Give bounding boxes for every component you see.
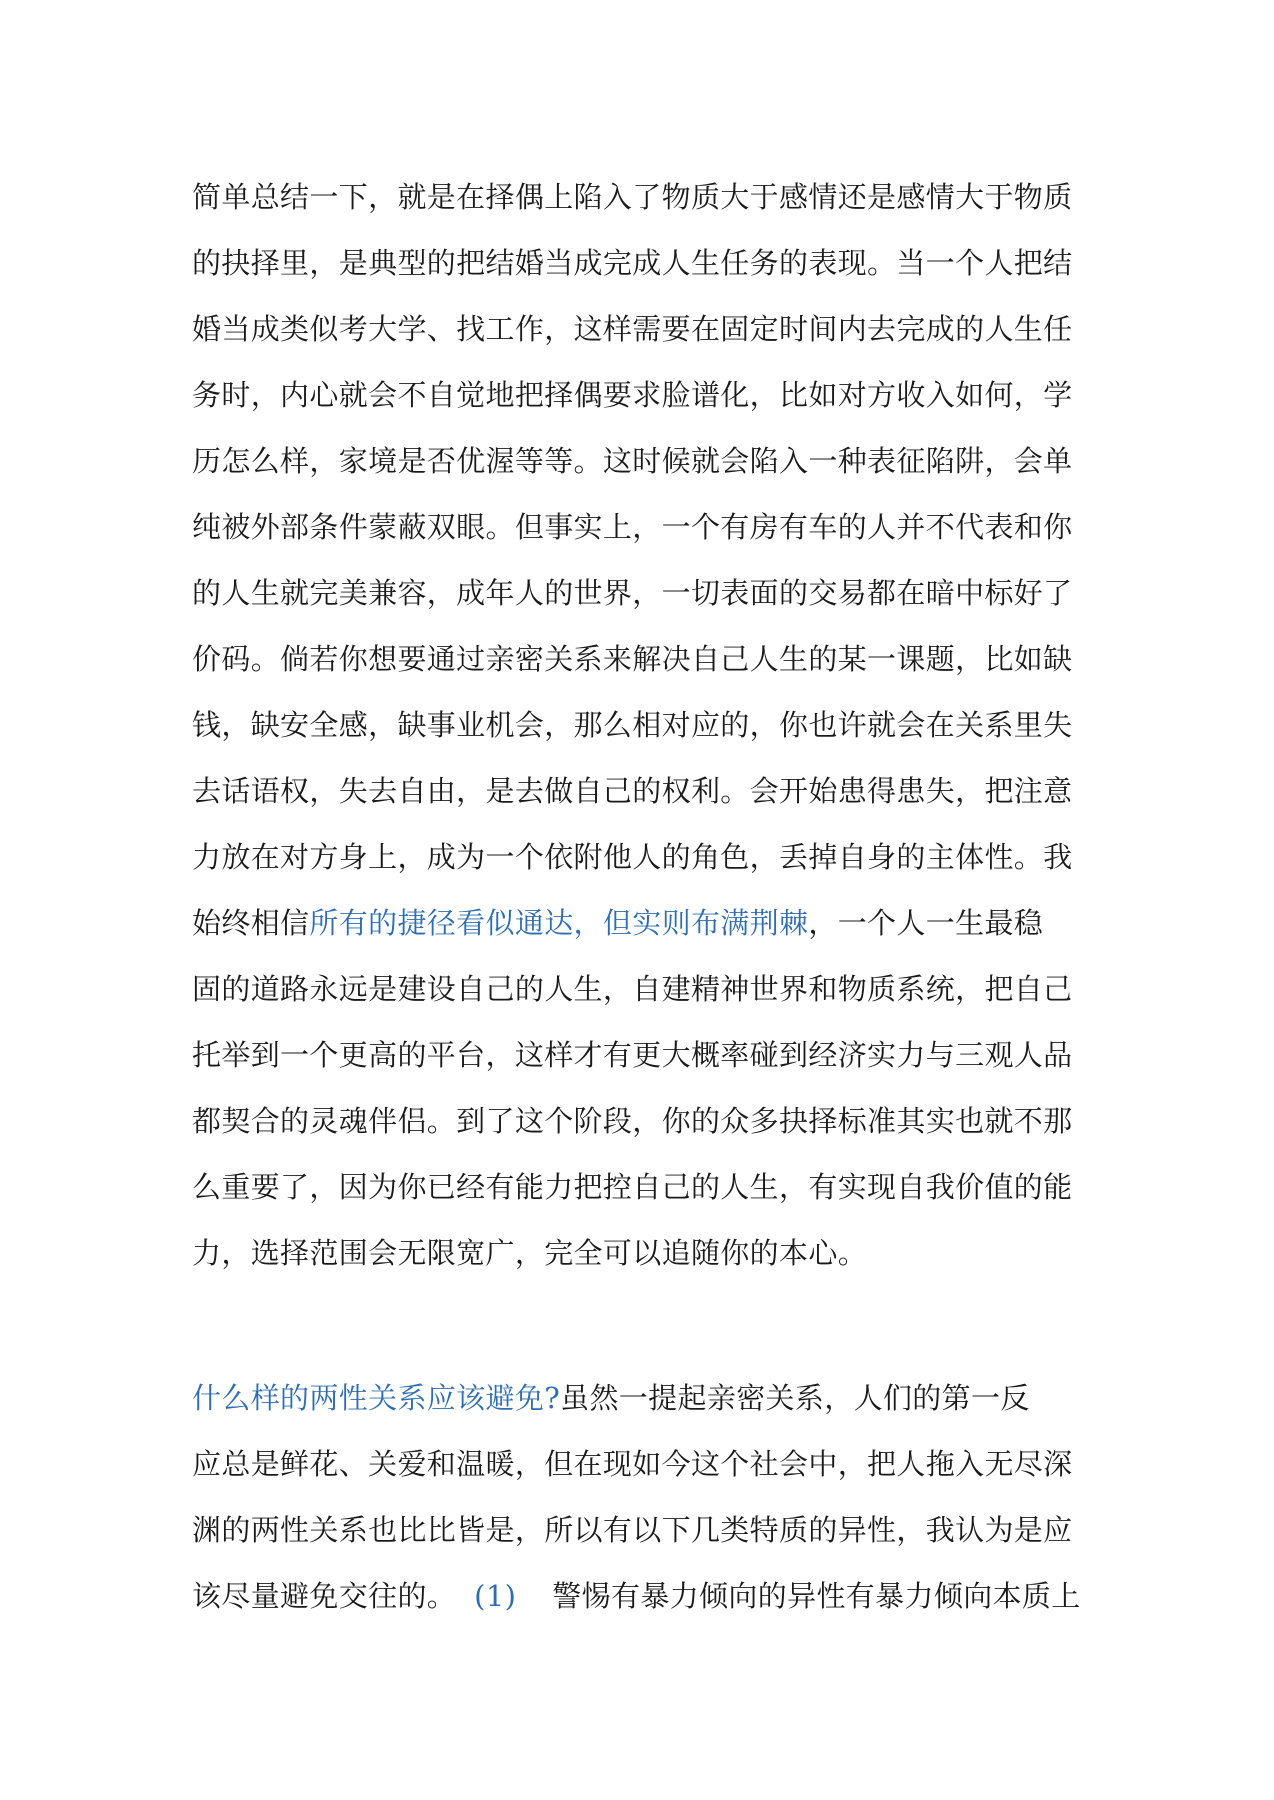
text-segment: 该尽量避免交往的。 — [192, 1579, 457, 1613]
section-heading: 什么样的两性关系应该避免? — [192, 1381, 561, 1415]
text-line: 婚当成类似考大学、找工作，这样需要在固定时间内去完成的人生任 — [192, 312, 1073, 346]
text-segment: 警惕有暴力倾向的异性有暴力倾向本质上 — [552, 1579, 1081, 1613]
text-line: 都契合的灵魂伴侣。到了这个阶段，你的众多抉择标准其实也就不那 — [192, 1104, 1073, 1138]
text-line: 的人生就完美兼容，成年人的世界，一切表面的交易都在暗中标好了 — [192, 576, 1073, 610]
text-line-with-heading — [192, 1365, 1092, 1431]
list-number: (1) — [474, 1579, 517, 1613]
text-segment: 虽然一提起亲密关系，人们的第一反 — [560, 1381, 1030, 1415]
text-line: 力放在对方身上，成为一个依附他人的角色，丢掉自身的主体性。我 — [192, 840, 1073, 874]
text-line-with-highlight — [192, 890, 1092, 956]
text-line-with-number — [192, 1563, 1092, 1629]
text-segment: ，一个人一生最稳 — [808, 906, 1044, 940]
text-line: 力，选择范围会无限宽广，完全可以追随你的本心。 — [192, 1236, 868, 1270]
highlighted-quote: 所有的捷径看似通达，但实则布满荆棘 — [309, 906, 809, 940]
text-line: 历怎么样，家境是否优渥等等。这时候就会陷入一种表征陷阱，会单 — [192, 444, 1073, 478]
text-line: 渊的两性关系也比比皆是，所以有以下几类特质的异性，我认为是应 — [192, 1513, 1073, 1547]
text-line: 托举到一个更高的平台，这样才有更大概率碰到经济实力与三观人品 — [192, 1038, 1073, 1072]
text-segment: 始终相信 — [192, 906, 310, 940]
text-line: 价码。倘若你想要通过亲密关系来解决自己人生的某一课题，比如缺 — [192, 642, 1073, 676]
text-line: 纯被外部条件蒙蔽双眼。但事实上，一个有房有车的人并不代表和你 — [192, 510, 1073, 544]
text-line: 的抉择里，是典型的把结婚当成完成人生任务的表现。当一个人把结 — [192, 246, 1073, 280]
text-line: 简单总结一下，就是在择偶上陷入了物质大于感情还是感情大于物质 — [192, 180, 1073, 214]
text-line: 么重要了，因为你已经有能力把控自己的人生，有实现自我价值的能 — [192, 1170, 1073, 1204]
text-line: 应总是鲜花、关爱和温暖，但在现如今这个社会中，把人拖入无尽深 — [192, 1447, 1073, 1481]
text-line: 务时，内心就会不自觉地把择偶要求脸谱化，比如对方收入如何，学 — [192, 378, 1073, 412]
text-line: 去话语权，失去自由，是去做自己的权利。会开始患得患失，把注意 — [192, 774, 1073, 808]
text-line: 钱，缺安全感，缺事业机会，那么相对应的，你也许就会在关系里失 — [192, 708, 1073, 742]
text-line: 固的道路永远是建设自己的人生，自建精神世界和物质系统，把自己 — [192, 972, 1073, 1006]
